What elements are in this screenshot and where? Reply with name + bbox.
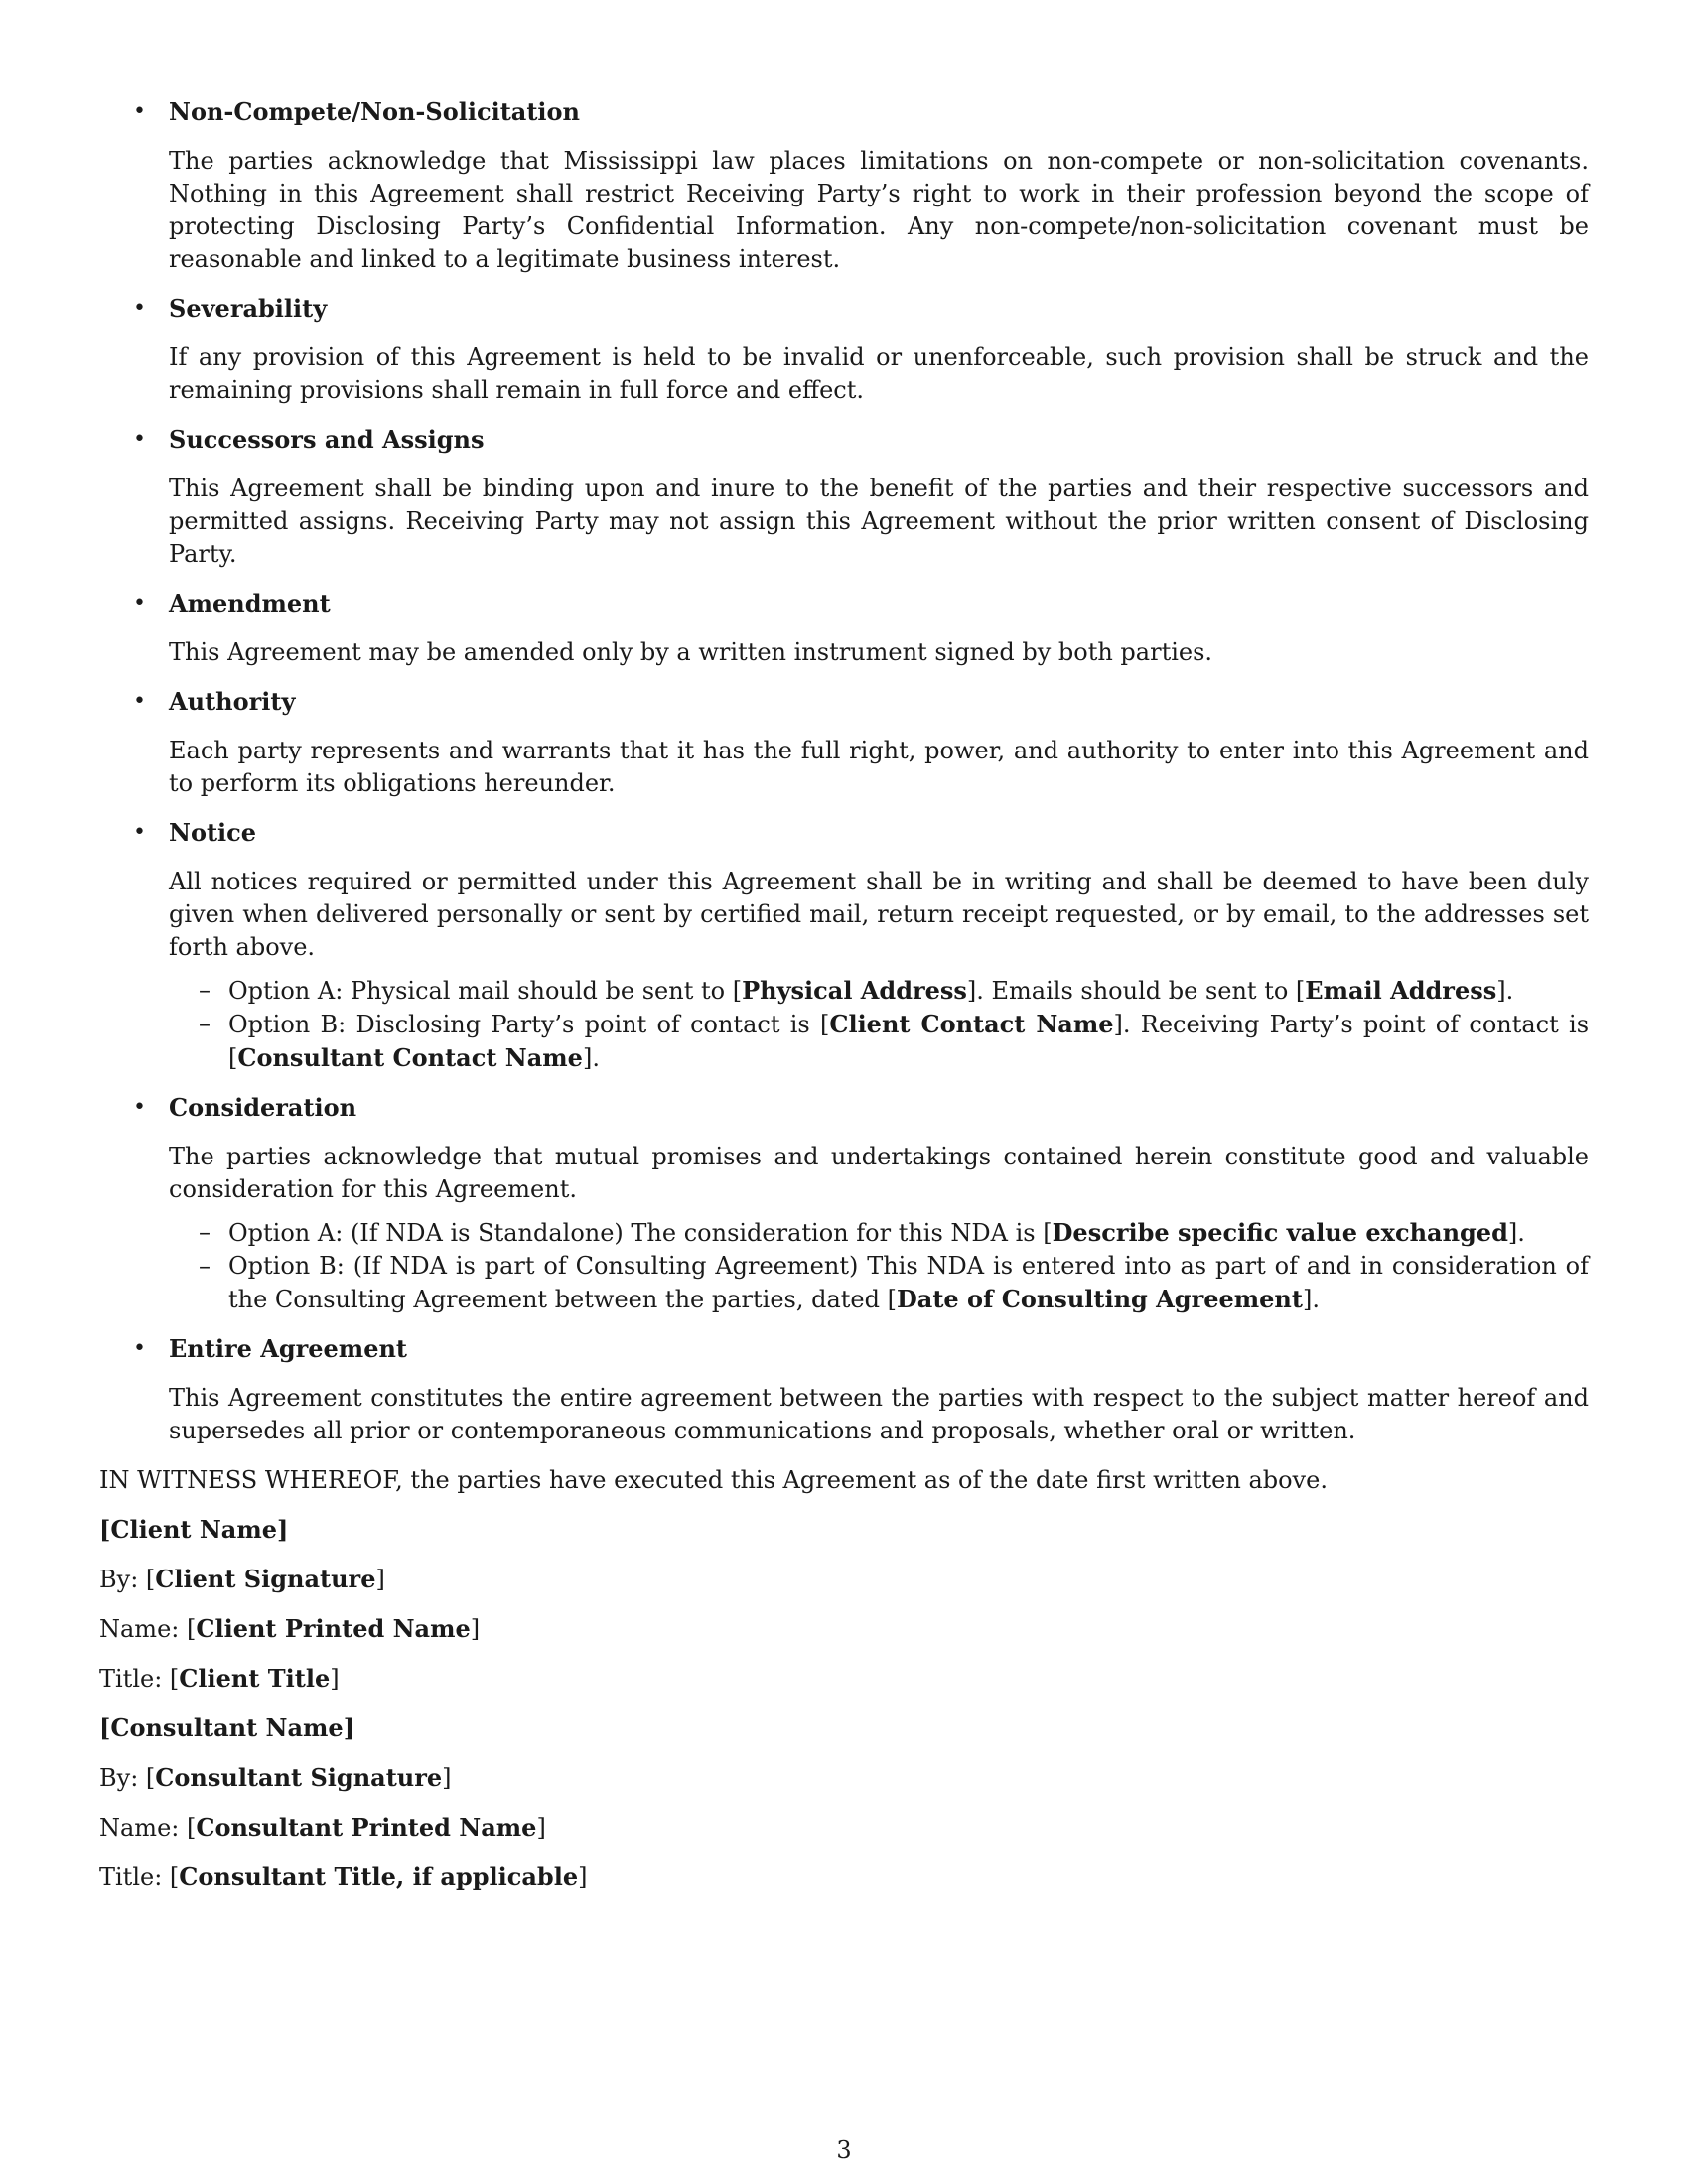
bracket-open: [ <box>99 1515 111 1544</box>
option-text: Option A: (If NDA is Standalone) The consideration for this NDA is [ <box>228 1219 1053 1247</box>
sig-label: Title: <box>99 1863 170 1891</box>
option-text: Option B: Disclosing Party’s point of contact is [ <box>228 1011 830 1038</box>
option-item <box>169 1250 1589 1316</box>
clause-title: Consideration <box>169 1093 357 1122</box>
bullet: • <box>133 591 146 615</box>
option-list <box>169 1216 1589 1316</box>
bullet: • <box>133 99 146 124</box>
sig-label: Name: <box>99 1814 187 1842</box>
option-text: Option A: Physical mail should be sent to [ <box>228 977 743 1005</box>
client-printed-name-line <box>99 1612 1589 1646</box>
placeholder-field: Client Signature <box>155 1565 376 1593</box>
placeholder-field: Consultant Printed Name <box>196 1813 537 1842</box>
consultant-signature-line <box>99 1761 1589 1795</box>
bullet: • <box>133 1336 146 1361</box>
bracket-close: ] <box>470 1615 481 1643</box>
bracket-open: [ <box>186 1615 197 1643</box>
clause-consideration <box>99 1091 1589 1316</box>
consultant-title-line <box>99 1860 1589 1894</box>
consultant-printed-name-line <box>99 1811 1589 1844</box>
clause-body: The parties acknowledge that Mississippi law places limitations on non-compete or non-solicitation covenants. Nothing in this Agreement shall restrict Receiving Party’s right to work in their profession beyond the scope of protecting Disclosing Party’s Confidential Information. Any non-compete/non-solicitation covenant must be reasonable and linked to a legitimate business interest. <box>169 147 1589 273</box>
option-text: ]. <box>1496 977 1514 1005</box>
bracket-close: ] <box>375 1566 385 1593</box>
page-number: 3 <box>836 2136 852 2164</box>
option-text: Option B: (If NDA is part of Consulting Agreement) This NDA is entered into as part of and in consideration of the Consulting Agreement between the parties, dated [ <box>228 1252 1589 1313</box>
option-text: ]. <box>1302 1286 1320 1313</box>
placeholder-field: Consultant Name <box>110 1713 344 1742</box>
client-title-line <box>99 1662 1589 1696</box>
clause-notice <box>99 816 1589 1075</box>
clause-body: This Agreement shall be binding upon and inure to the benefit of the parties and their respective successors and permitted assigns. Receiving Party may not assign this Agreement without the prior written consent of Disclosing Party. <box>169 475 1589 568</box>
bracket-close: ] <box>536 1814 546 1842</box>
sig-label: Name: <box>99 1615 187 1643</box>
clause-severability <box>99 292 1589 407</box>
bullet: • <box>133 689 146 714</box>
clause-authority <box>99 685 1589 800</box>
placeholder-field: Consultant Title, if applicable <box>179 1862 579 1891</box>
bracket-close: ] <box>277 1515 289 1544</box>
clause-body: This Agreement may be amended only by a written instrument signed by both parties. <box>169 638 1213 666</box>
clause-title: Entire Agreement <box>169 1334 407 1363</box>
bracket-open: [ <box>169 1863 180 1891</box>
dash: – <box>199 976 211 1004</box>
bracket-open: [ <box>169 1665 180 1693</box>
sig-label: By: <box>99 1764 146 1792</box>
bracket-close: ] <box>343 1713 355 1742</box>
clause-body: All notices required or permitted under this Agreement shall be in writing and shall be deemed to have been duly given when delivered personally or sent by certified mail, return receipt requested, or by email, to the addresses set forth above. <box>169 868 1589 961</box>
clause-body: If any provision of this Agreement is held to be invalid or unenforceable, such provision shall be struck and the remaining provisions shall remain in full force and effect. <box>169 343 1589 404</box>
bracket-open: [ <box>145 1566 156 1593</box>
option-text: ]. <box>582 1044 600 1072</box>
placeholder-field: Date of Consulting Agreement <box>896 1285 1303 1313</box>
placeholder-field: Email Address <box>1305 976 1497 1005</box>
bracket-close: ] <box>330 1665 340 1693</box>
witness-statement: IN WITNESS WHEREOF, the parties have executed this Agreement as of the date first written above. <box>99 1466 1328 1494</box>
clause-title: Successors and Assigns <box>169 425 485 454</box>
option-item <box>169 1008 1589 1075</box>
option-text: ]. Receiving Party’s point of contact is [ <box>228 1011 1590 1072</box>
bullet: • <box>133 1095 146 1120</box>
option-text: ]. Emails should be sent to [ <box>966 977 1306 1005</box>
dash: – <box>199 1010 211 1037</box>
placeholder-field: Consultant Signature <box>155 1763 443 1792</box>
clause-successors-assigns <box>99 423 1589 571</box>
dash: – <box>199 1252 211 1280</box>
clause-amendment <box>99 587 1589 669</box>
clause-body: Each party represents and warrants that it has the full right, power, and authority to enter into this Agreement and to perform its obligations hereunder. <box>169 737 1589 797</box>
clause-body: The parties acknowledge that mutual promises and undertakings contained herein constitute good and valuable consideration for this Agreement. <box>169 1143 1589 1203</box>
placeholder-field: Client Printed Name <box>196 1614 471 1643</box>
clause-list <box>99 95 1589 1447</box>
bullet: • <box>133 296 146 321</box>
placeholder-field: Physical Address <box>742 976 967 1005</box>
clause-non-compete <box>99 95 1589 276</box>
client-signature-line <box>99 1563 1589 1596</box>
bracket-open: [ <box>186 1814 197 1842</box>
bracket-close: ] <box>442 1764 452 1792</box>
clause-title: Notice <box>169 818 257 847</box>
clause-entire-agreement <box>99 1332 1589 1447</box>
client-name-line <box>99 1513 1589 1547</box>
placeholder-field: Consultant Contact Name <box>237 1043 583 1072</box>
bracket-open: [ <box>145 1764 156 1792</box>
bullet: • <box>133 427 146 452</box>
clause-title: Severability <box>169 294 328 323</box>
bracket-open: [ <box>99 1713 111 1742</box>
option-item <box>169 1216 1589 1250</box>
document-page <box>99 95 1589 1910</box>
option-list <box>169 974 1589 1075</box>
placeholder-field: Client Contact Name <box>829 1010 1114 1038</box>
clause-title: Authority <box>169 687 296 716</box>
clause-body: This Agreement constitutes the entire agreement between the parties with respect to the subject matter hereof and supersedes all prior or contemporaneous communications and proposals, whether oral or written. <box>169 1384 1589 1444</box>
clause-title: Non-Compete/Non-Solicitation <box>169 97 580 126</box>
placeholder-field: Client Name <box>110 1515 278 1544</box>
consultant-name-line <box>99 1711 1589 1745</box>
clause-title: Amendment <box>169 589 331 617</box>
bullet: • <box>133 820 146 845</box>
option-item <box>169 974 1589 1008</box>
dash: – <box>199 1218 211 1246</box>
signature-block <box>99 1513 1589 1894</box>
sig-label: Title: <box>99 1665 170 1693</box>
option-text: ]. <box>1507 1219 1525 1247</box>
placeholder-field: Client Title <box>179 1664 331 1693</box>
bracket-close: ] <box>578 1863 588 1891</box>
sig-label: By: <box>99 1566 146 1593</box>
placeholder-field: Describe specific value exchanged <box>1052 1218 1508 1247</box>
